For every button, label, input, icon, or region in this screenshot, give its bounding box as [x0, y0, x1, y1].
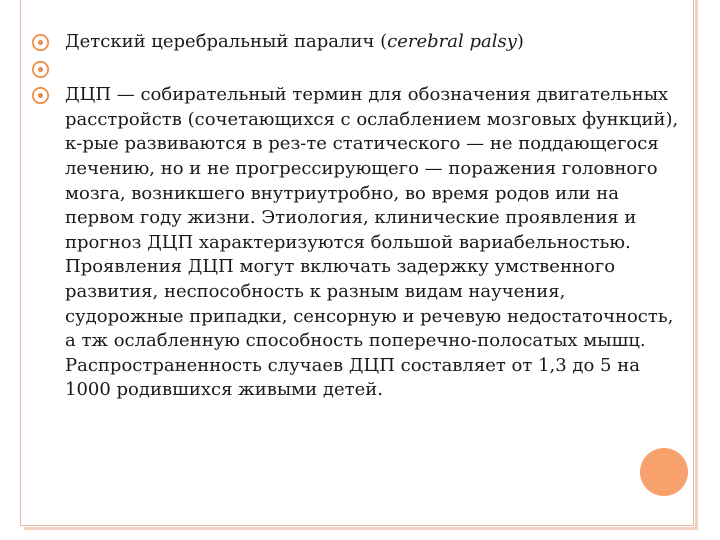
body-text: ДЦП — собирательный термин для обозначения двигательных расстройств (сочетающихся с ослаблением мозговых функций), к-рые развиваются в рез-те статического — не поддающегося лечению, но и не прогрессирующего — поражения головного мозга, возникшего внутриутробно, во время родов или на первом году жизни. Этиология, клинические проявления и прогноз ДЦП характеризуются большой вариабельностью. Проявления ДЦП могут включать задержку умственного развития, неспособность к разным видам научения, судорожные припадки, сенсорную и речевую недостаточность, а тж ослабленную способность поперечно-полосатых мышц. Распространенность случаев ДЦП составляет от 1,3 до 5 на 1000 родившихся живыми детей. [65, 84, 679, 401]
title-text: Детский церебральный паралич ( [65, 31, 388, 52]
title-close: ) [516, 31, 524, 52]
bullet-item-title [32, 30, 692, 55]
bullet-icon [32, 34, 49, 51]
title-latin: cerebral palsy [387, 31, 517, 52]
bullet-icon [32, 61, 49, 78]
bullet-icon [32, 87, 49, 104]
slide-content [32, 30, 692, 403]
bullet-item-body [32, 83, 685, 403]
decorative-circle [640, 448, 688, 496]
bullet-item-empty [32, 57, 692, 82]
